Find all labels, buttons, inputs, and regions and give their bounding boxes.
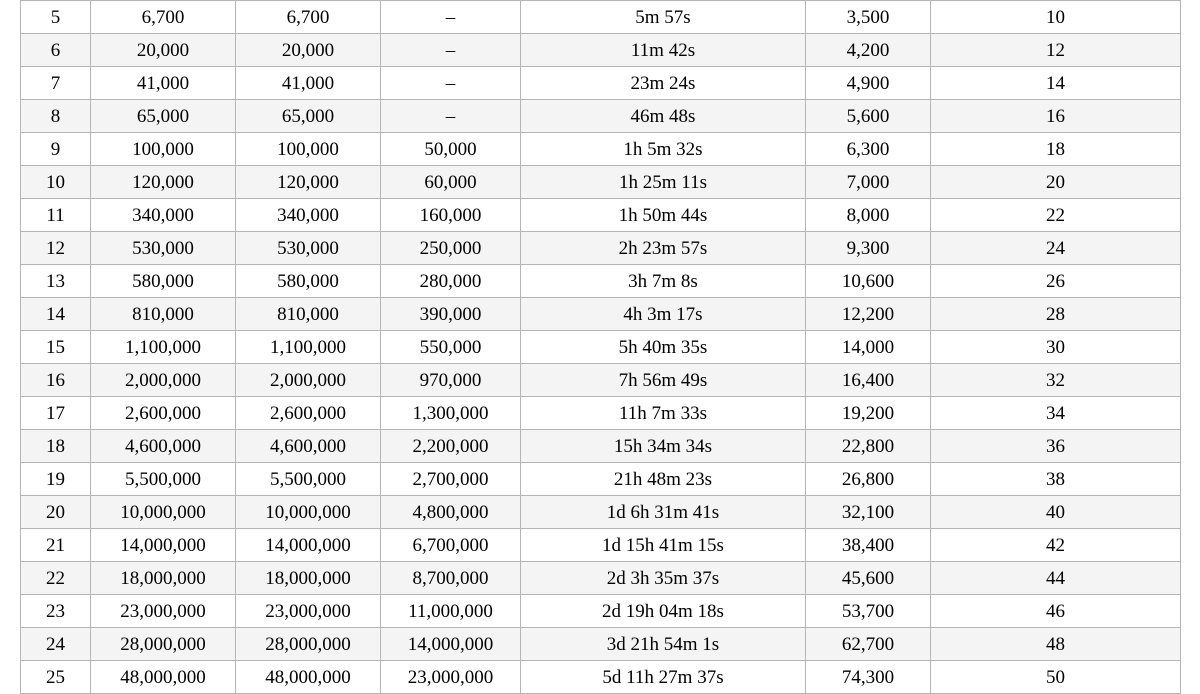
table-cell: 14,000,000 <box>91 529 236 562</box>
table-cell: 46 <box>931 595 1181 628</box>
table-cell: 11,000,000 <box>381 595 521 628</box>
table-cell: 2d 3h 35m 37s <box>521 562 806 595</box>
table-cell: 22,800 <box>806 430 931 463</box>
table-cell: 20,000 <box>236 34 381 67</box>
table-cell: 10,000,000 <box>236 496 381 529</box>
table-cell: 10,600 <box>806 265 931 298</box>
table-cell: 280,000 <box>381 265 521 298</box>
table-cell: 6 <box>21 34 91 67</box>
table-cell: 34 <box>931 397 1181 430</box>
table-cell: – <box>381 100 521 133</box>
table-cell: 390,000 <box>381 298 521 331</box>
table-cell: 22 <box>21 562 91 595</box>
table-cell: 10 <box>931 1 1181 34</box>
table-cell: 11h 7m 33s <box>521 397 806 430</box>
table-cell: 2,600,000 <box>91 397 236 430</box>
table-cell: 53,700 <box>806 595 931 628</box>
table-cell: 1,100,000 <box>91 331 236 364</box>
table-cell: 11m 42s <box>521 34 806 67</box>
table-cell: 7 <box>21 67 91 100</box>
table-cell: 5h 40m 35s <box>521 331 806 364</box>
level-progression-table <box>20 0 1181 694</box>
table-cell: 20 <box>931 166 1181 199</box>
table-cell: – <box>381 1 521 34</box>
table-cell: 48,000,000 <box>91 661 236 694</box>
table-cell: 7,000 <box>806 166 931 199</box>
table-cell: 1d 15h 41m 15s <box>521 529 806 562</box>
table-cell: 18 <box>931 133 1181 166</box>
table-cell: 18 <box>21 430 91 463</box>
table-cell: 6,700 <box>236 1 381 34</box>
table-cell: 4h 3m 17s <box>521 298 806 331</box>
table-cell: 26,800 <box>806 463 931 496</box>
table-cell: 44 <box>931 562 1181 595</box>
table-cell: 2,700,000 <box>381 463 521 496</box>
table-cell: 14,000,000 <box>236 529 381 562</box>
table-cell: 1h 5m 32s <box>521 133 806 166</box>
table-cell: 7h 56m 49s <box>521 364 806 397</box>
table-cell: 23,000,000 <box>381 661 521 694</box>
table-cell: 26 <box>931 265 1181 298</box>
table-cell: 24 <box>931 232 1181 265</box>
table-cell: 12,200 <box>806 298 931 331</box>
table-cell: 100,000 <box>236 133 381 166</box>
table-row <box>21 67 1181 100</box>
table-cell: 16 <box>931 100 1181 133</box>
table-cell: 10 <box>21 166 91 199</box>
table-cell: 6,700,000 <box>381 529 521 562</box>
table-row <box>21 397 1181 430</box>
table-cell: 15h 34m 34s <box>521 430 806 463</box>
table-row <box>21 430 1181 463</box>
table-cell: 1,100,000 <box>236 331 381 364</box>
table-cell: 3,500 <box>806 1 931 34</box>
table-cell: 22 <box>931 199 1181 232</box>
table-row <box>21 496 1181 529</box>
table-cell: 5d 11h 27m 37s <box>521 661 806 694</box>
table-cell: 48 <box>931 628 1181 661</box>
table-cell: 340,000 <box>91 199 236 232</box>
table-cell: 30 <box>931 331 1181 364</box>
table-row <box>21 562 1181 595</box>
table-cell: – <box>381 67 521 100</box>
table-row <box>21 1 1181 34</box>
table-cell: 120,000 <box>236 166 381 199</box>
table-cell: 18,000,000 <box>236 562 381 595</box>
table-row <box>21 661 1181 694</box>
table-cell: 8 <box>21 100 91 133</box>
table-cell: 5,500,000 <box>91 463 236 496</box>
table-cell: 20,000 <box>91 34 236 67</box>
table-cell: 970,000 <box>381 364 521 397</box>
table-cell: 810,000 <box>91 298 236 331</box>
table-cell: 20 <box>21 496 91 529</box>
table-cell: 14 <box>931 67 1181 100</box>
table-cell: 40 <box>931 496 1181 529</box>
table-cell: 1h 50m 44s <box>521 199 806 232</box>
table-cell: 120,000 <box>91 166 236 199</box>
table-cell: 14,000,000 <box>381 628 521 661</box>
table-cell: 2,000,000 <box>236 364 381 397</box>
table-cell: 16 <box>21 364 91 397</box>
table-row <box>21 298 1181 331</box>
table-cell: 50,000 <box>381 133 521 166</box>
table-cell: 41,000 <box>236 67 381 100</box>
table-cell: 36 <box>931 430 1181 463</box>
table-cell: 46m 48s <box>521 100 806 133</box>
table-cell: 6,700 <box>91 1 236 34</box>
table-cell: 28,000,000 <box>91 628 236 661</box>
table-cell: 100,000 <box>91 133 236 166</box>
table-cell: 10,000,000 <box>91 496 236 529</box>
table-cell: 2,200,000 <box>381 430 521 463</box>
table-cell: 14,000 <box>806 331 931 364</box>
table-row <box>21 265 1181 298</box>
table-row <box>21 628 1181 661</box>
table-row <box>21 199 1181 232</box>
table-cell: 23m 24s <box>521 67 806 100</box>
table-row <box>21 133 1181 166</box>
table-cell: 580,000 <box>91 265 236 298</box>
table-cell: 16,400 <box>806 364 931 397</box>
table-cell: – <box>381 34 521 67</box>
table-cell: 14 <box>21 298 91 331</box>
table-cell: 530,000 <box>236 232 381 265</box>
table-cell: 810,000 <box>236 298 381 331</box>
table-cell: 4,600,000 <box>236 430 381 463</box>
table-cell: 4,200 <box>806 34 931 67</box>
table-row <box>21 595 1181 628</box>
table-cell: 38 <box>931 463 1181 496</box>
table-row <box>21 529 1181 562</box>
table-row <box>21 34 1181 67</box>
table-cell: 3h 7m 8s <box>521 265 806 298</box>
table-cell: 2h 23m 57s <box>521 232 806 265</box>
table-cell: 19,200 <box>806 397 931 430</box>
table-cell: 65,000 <box>91 100 236 133</box>
table-cell: 38,400 <box>806 529 931 562</box>
table-cell: 42 <box>931 529 1181 562</box>
table-cell: 4,600,000 <box>91 430 236 463</box>
table-cell: 32 <box>931 364 1181 397</box>
table-cell: 48,000,000 <box>236 661 381 694</box>
table-cell: 2d 19h 04m 18s <box>521 595 806 628</box>
table-cell: 74,300 <box>806 661 931 694</box>
table-cell: 340,000 <box>236 199 381 232</box>
table-cell: 580,000 <box>236 265 381 298</box>
table-cell: 60,000 <box>381 166 521 199</box>
table-row <box>21 100 1181 133</box>
table-cell: 8,700,000 <box>381 562 521 595</box>
table-cell: 21h 48m 23s <box>521 463 806 496</box>
table-cell: 1d 6h 31m 41s <box>521 496 806 529</box>
table-cell: 18,000,000 <box>91 562 236 595</box>
table-cell: 3d 21h 54m 1s <box>521 628 806 661</box>
table-cell: 23,000,000 <box>236 595 381 628</box>
table-cell: 4,900 <box>806 67 931 100</box>
table-cell: 9,300 <box>806 232 931 265</box>
table-cell: 2,000,000 <box>91 364 236 397</box>
table-cell: 17 <box>21 397 91 430</box>
table-cell: 28 <box>931 298 1181 331</box>
table-cell: 19 <box>21 463 91 496</box>
table-cell: 23,000,000 <box>91 595 236 628</box>
table-cell: 65,000 <box>236 100 381 133</box>
table-row <box>21 331 1181 364</box>
table-cell: 12 <box>21 232 91 265</box>
table-cell: 41,000 <box>91 67 236 100</box>
table-cell: 8,000 <box>806 199 931 232</box>
table-row <box>21 463 1181 496</box>
table-body <box>21 1 1181 694</box>
table-cell: 23 <box>21 595 91 628</box>
table-cell: 550,000 <box>381 331 521 364</box>
table-cell: 1h 25m 11s <box>521 166 806 199</box>
table-row <box>21 232 1181 265</box>
table-cell: 28,000,000 <box>236 628 381 661</box>
table-cell: 9 <box>21 133 91 166</box>
table-cell: 1,300,000 <box>381 397 521 430</box>
table-cell: 160,000 <box>381 199 521 232</box>
table-row <box>21 364 1181 397</box>
table-cell: 13 <box>21 265 91 298</box>
table-cell: 2,600,000 <box>236 397 381 430</box>
table-cell: 21 <box>21 529 91 562</box>
table-cell: 50 <box>931 661 1181 694</box>
table-cell: 5 <box>21 1 91 34</box>
table-cell: 32,100 <box>806 496 931 529</box>
table-cell: 45,600 <box>806 562 931 595</box>
table-cell: 12 <box>931 34 1181 67</box>
table-cell: 6,300 <box>806 133 931 166</box>
table-cell: 15 <box>21 331 91 364</box>
table-cell: 24 <box>21 628 91 661</box>
table-cell: 11 <box>21 199 91 232</box>
table-cell: 62,700 <box>806 628 931 661</box>
table-cell: 5m 57s <box>521 1 806 34</box>
table-cell: 5,500,000 <box>236 463 381 496</box>
table-cell: 25 <box>21 661 91 694</box>
table-cell: 4,800,000 <box>381 496 521 529</box>
table-row <box>21 166 1181 199</box>
table-cell: 250,000 <box>381 232 521 265</box>
table-cell: 5,600 <box>806 100 931 133</box>
table-cell: 530,000 <box>91 232 236 265</box>
